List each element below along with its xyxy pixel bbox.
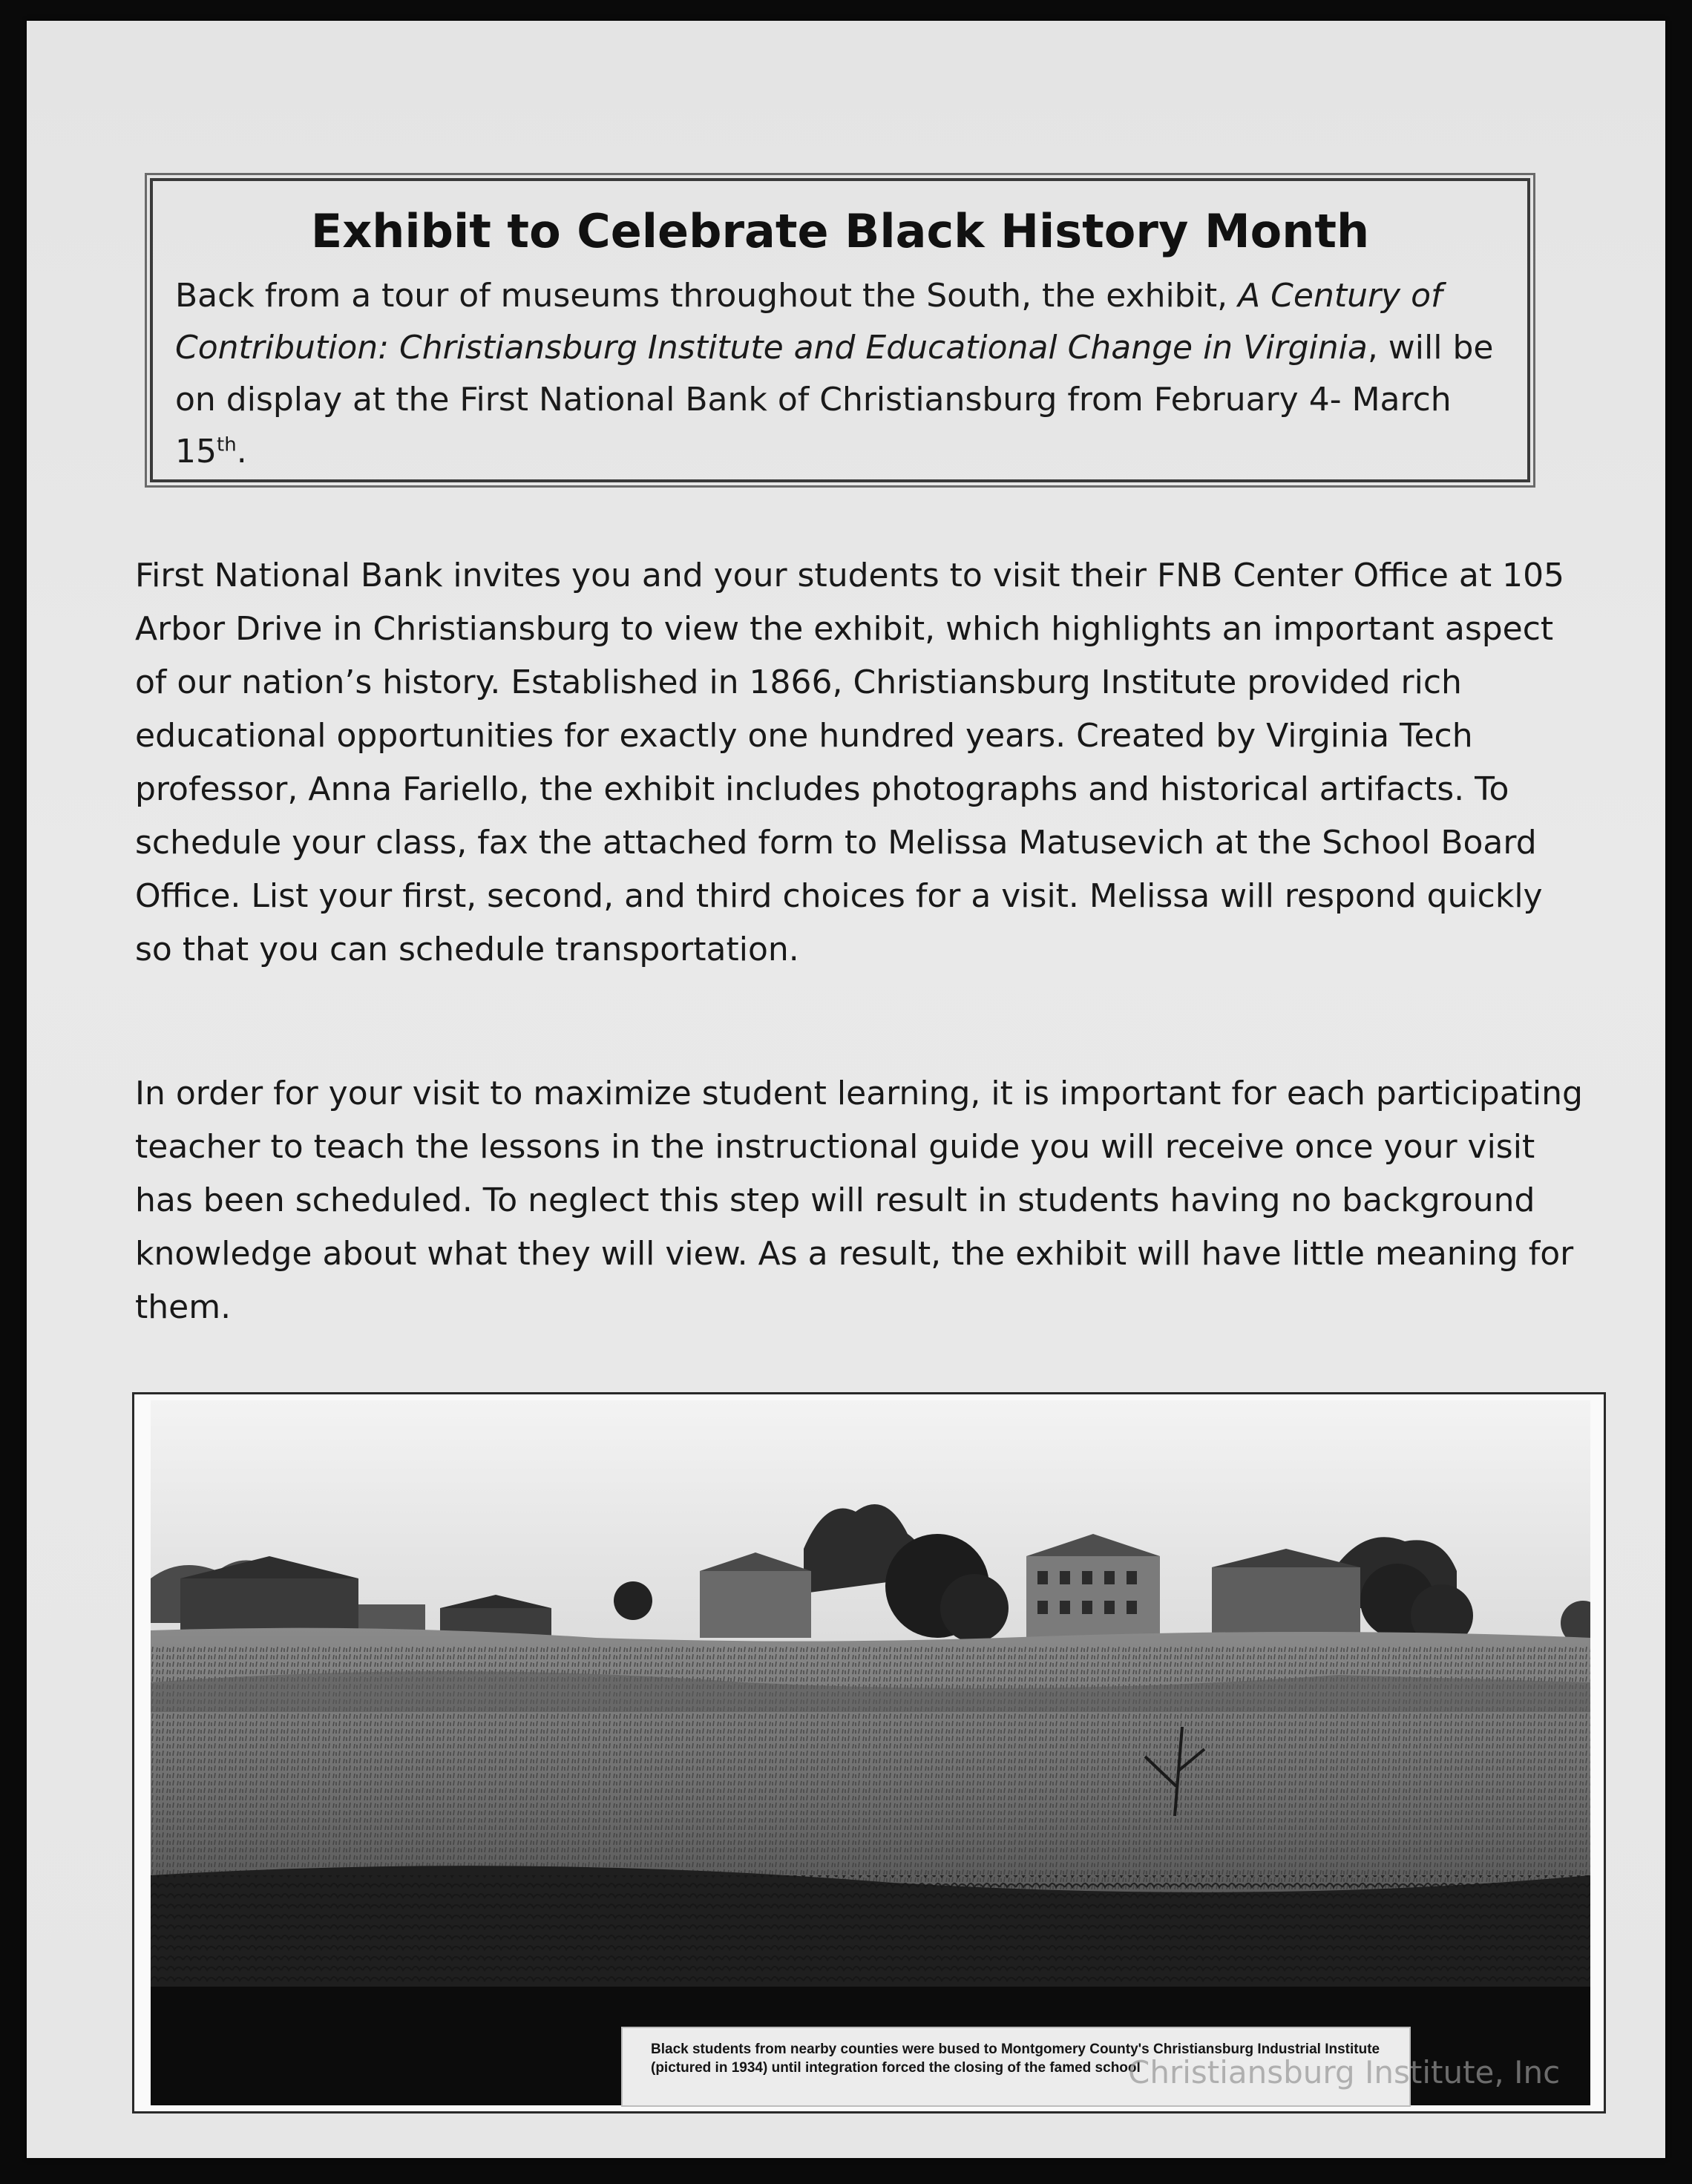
intro-period: .: [236, 433, 247, 470]
watermark-text: Christiansburg Institute, Inc: [1128, 2054, 1561, 2090]
page-title: Exhibit to Celebrate Black History Month: [310, 204, 1370, 258]
document-page: [27, 21, 1665, 2158]
photo-frame: [132, 1392, 1606, 2114]
body-paragraph-invitation: First National Bank invites you and your students to visit their FNB Center Office at 105 Arbor Drive in Christiansburg to view the exhibit, which highlights an important aspect of our nation’s history. Established in 1866, Christiansburg Institute provided rich educational opportunities for exactly one hundred years. Created by Virginia Tech professor, Anna Fariello, the exhibit includes photographs and historical artifacts. To schedule your class, fax the attached form to Melissa Matusevich at the School Board Office. List your first, second, and third choices for a visit. Melissa will respond quickly so that you can schedule transportation.: [135, 557, 1565, 968]
ordinal-suffix: th: [217, 433, 237, 456]
historic-campus-photo: [151, 1400, 1590, 2105]
intro-text-end: , will be on display at the First National Bank of Christiansburg from February 4- March 15: [175, 329, 1494, 470]
intro-paragraph: [175, 270, 1505, 478]
headline-box: [150, 178, 1530, 482]
intro-text-start: Back from a tour of museums throughout the South, the exhibit,: [175, 277, 1239, 315]
body-paragraph-lessons: In order for your visit to maximize student learning, it is important for each participating teacher to teach the lessons in the instructional guide you will receive once your visit has been scheduled. To neglect this step will result in students having no background knowledge about what they will view. As a result, the exhibit will have little meaning for them.: [135, 1075, 1583, 1326]
photo-caption: Black students from nearby counties were bused to Montgomery County's Christiansburg Industrial Institute (pictured in 1934) until integration forced the closing of the famed school: [621, 2027, 1411, 2107]
exhibit-name: A Century of Contribution: Christiansburg Institute and Educational Change in Virginia: [175, 277, 1443, 367]
